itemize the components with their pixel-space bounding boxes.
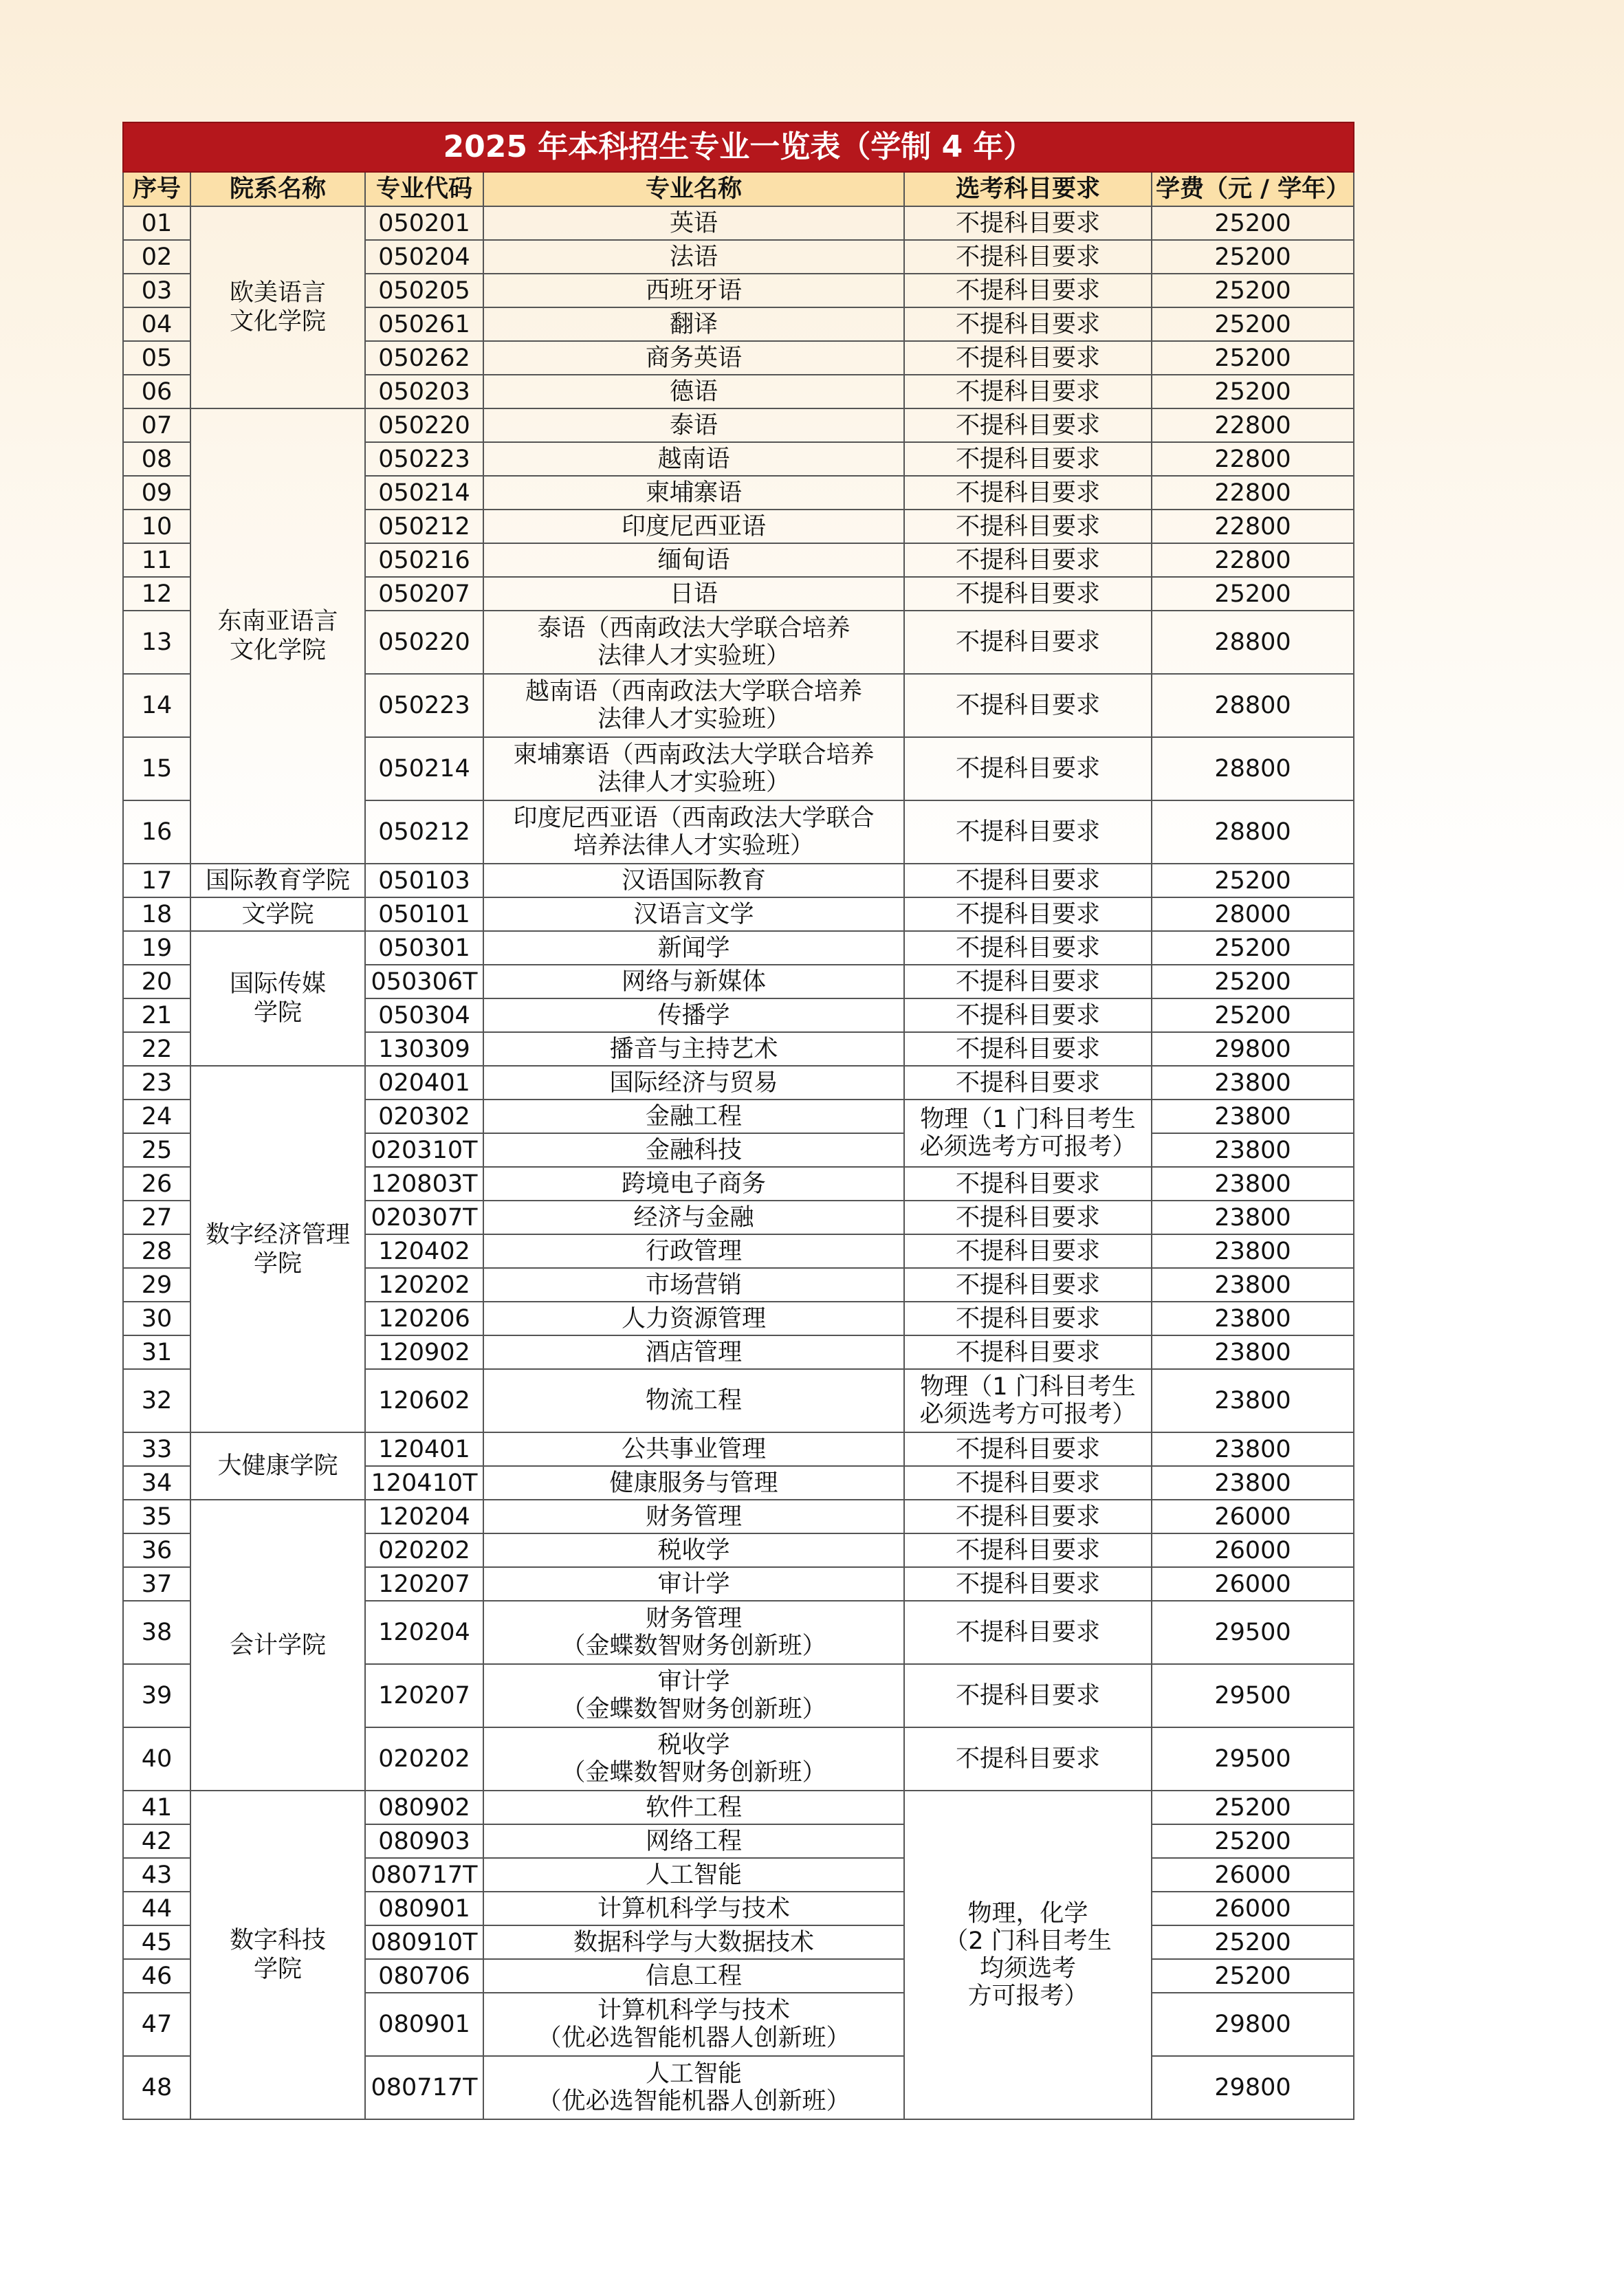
row-number: 22 xyxy=(123,1032,190,1066)
row-number: 27 xyxy=(123,1201,190,1234)
tuition-fee: 25200 xyxy=(1152,375,1354,408)
tuition-fee: 29800 xyxy=(1152,1032,1354,1066)
row-number: 02 xyxy=(123,240,190,274)
tuition-fee: 23800 xyxy=(1152,1466,1354,1500)
table-row xyxy=(123,408,1354,442)
row-number: 31 xyxy=(123,1335,190,1369)
row-number: 17 xyxy=(123,864,190,897)
tuition-fee: 22800 xyxy=(1152,543,1354,577)
subject-requirement: 不提科目要求 xyxy=(904,1335,1152,1369)
row-number: 38 xyxy=(123,1601,190,1664)
row-number: 40 xyxy=(123,1727,190,1791)
row-number: 48 xyxy=(123,2056,190,2119)
department-name: 东南亚语言 文化学院 xyxy=(190,408,365,864)
major-name: 计算机科学与技术 （优必选智能机器人创新班） xyxy=(483,1993,904,2056)
row-number: 35 xyxy=(123,1500,190,1533)
department-name: 国际教育学院 xyxy=(190,864,365,897)
major-code: 020401 xyxy=(365,1066,483,1100)
row-number: 44 xyxy=(123,1892,190,1925)
major-name: 跨境电子商务 xyxy=(483,1167,904,1201)
tuition-fee: 23800 xyxy=(1152,1100,1354,1133)
table-title: 2025 年本科招生专业一览表（学制 4 年） xyxy=(123,122,1354,172)
tuition-fee: 26000 xyxy=(1152,1500,1354,1533)
major-code: 050205 xyxy=(365,274,483,307)
major-name: 泰语（西南政法大学联合培养 法律人才实验班） xyxy=(483,611,904,674)
subject-requirement: 不提科目要求 xyxy=(904,800,1152,864)
major-name: 人工智能 （优必选智能机器人创新班） xyxy=(483,2056,904,2119)
subject-requirement: 不提科目要求 xyxy=(904,1500,1152,1533)
row-number: 33 xyxy=(123,1432,190,1466)
subject-requirement: 不提科目要求 xyxy=(904,998,1152,1032)
major-code: 120206 xyxy=(365,1302,483,1335)
tuition-fee: 29500 xyxy=(1152,1601,1354,1664)
tuition-fee: 23800 xyxy=(1152,1066,1354,1100)
major-code: 050306T xyxy=(365,965,483,998)
major-name: 泰语 xyxy=(483,408,904,442)
tuition-fee: 23800 xyxy=(1152,1234,1354,1268)
subject-requirement: 物理，化学 （2 门科目考生 均须选考 方可报考） xyxy=(904,1791,1152,2119)
major-code: 050304 xyxy=(365,998,483,1032)
major-code: 080902 xyxy=(365,1791,483,1824)
major-code: 050207 xyxy=(365,577,483,611)
major-code: 050220 xyxy=(365,611,483,674)
major-code: 050212 xyxy=(365,800,483,864)
tuition-fee: 26000 xyxy=(1152,1892,1354,1925)
row-number: 09 xyxy=(123,476,190,510)
major-code: 020307T xyxy=(365,1201,483,1234)
major-name: 税收学 xyxy=(483,1533,904,1567)
major-code: 120902 xyxy=(365,1335,483,1369)
major-name: 行政管理 xyxy=(483,1234,904,1268)
subject-requirement: 不提科目要求 xyxy=(904,1432,1152,1466)
major-name: 审计学 xyxy=(483,1567,904,1601)
subject-requirement: 不提科目要求 xyxy=(904,1567,1152,1601)
tuition-fee: 28000 xyxy=(1152,897,1354,931)
subject-requirement: 物理（1 门科目考生 必须选考方可报考） xyxy=(904,1100,1152,1167)
subject-requirement: 不提科目要求 xyxy=(904,341,1152,375)
subject-requirement: 不提科目要求 xyxy=(904,864,1152,897)
major-code: 050223 xyxy=(365,674,483,737)
tuition-fee: 22800 xyxy=(1152,442,1354,476)
major-code: 050223 xyxy=(365,442,483,476)
major-code: 080706 xyxy=(365,1959,483,1993)
table-row xyxy=(123,206,1354,240)
major-code: 080910T xyxy=(365,1925,483,1959)
major-name: 柬埔寨语（西南政法大学联合培养 法律人才实验班） xyxy=(483,737,904,800)
subject-requirement: 不提科目要求 xyxy=(904,307,1152,341)
major-code: 050262 xyxy=(365,341,483,375)
tuition-fee: 25200 xyxy=(1152,577,1354,611)
row-number: 19 xyxy=(123,931,190,965)
subject-requirement: 不提科目要求 xyxy=(904,442,1152,476)
major-code: 080717T xyxy=(365,2056,483,2119)
major-code: 050201 xyxy=(365,206,483,240)
major-name: 柬埔寨语 xyxy=(483,476,904,510)
row-number: 32 xyxy=(123,1369,190,1432)
tuition-fee: 25200 xyxy=(1152,1791,1354,1824)
major-code: 050301 xyxy=(365,931,483,965)
major-name: 国际经济与贸易 xyxy=(483,1066,904,1100)
row-number: 11 xyxy=(123,543,190,577)
major-name: 计算机科学与技术 xyxy=(483,1892,904,1925)
major-name: 市场营销 xyxy=(483,1268,904,1302)
major-name: 数据科学与大数据技术 xyxy=(483,1925,904,1959)
tuition-fee: 26000 xyxy=(1152,1567,1354,1601)
tuition-fee: 23800 xyxy=(1152,1201,1354,1234)
row-number: 21 xyxy=(123,998,190,1032)
table-row xyxy=(123,931,1354,965)
tuition-fee: 23800 xyxy=(1152,1167,1354,1201)
tuition-fee: 26000 xyxy=(1152,1533,1354,1567)
tuition-fee: 23800 xyxy=(1152,1302,1354,1335)
table-row xyxy=(123,1066,1354,1100)
major-code: 050103 xyxy=(365,864,483,897)
row-number: 08 xyxy=(123,442,190,476)
major-name: 新闻学 xyxy=(483,931,904,965)
tuition-fee: 28800 xyxy=(1152,800,1354,864)
subject-requirement: 不提科目要求 xyxy=(904,476,1152,510)
header-dept: 院系名称 xyxy=(190,172,365,206)
row-number: 26 xyxy=(123,1167,190,1201)
major-name: 软件工程 xyxy=(483,1791,904,1824)
subject-requirement: 不提科目要求 xyxy=(904,1302,1152,1335)
row-number: 41 xyxy=(123,1791,190,1824)
major-code: 050203 xyxy=(365,375,483,408)
major-name: 网络工程 xyxy=(483,1824,904,1858)
department-name: 国际传媒 学院 xyxy=(190,931,365,1066)
major-code: 120410T xyxy=(365,1466,483,1500)
row-number: 46 xyxy=(123,1959,190,1993)
major-code: 050220 xyxy=(365,408,483,442)
tuition-fee: 22800 xyxy=(1152,476,1354,510)
admission-document xyxy=(122,122,1353,2120)
tuition-fee: 28800 xyxy=(1152,674,1354,737)
tuition-fee: 25200 xyxy=(1152,864,1354,897)
row-number: 14 xyxy=(123,674,190,737)
tuition-fee: 23800 xyxy=(1152,1335,1354,1369)
major-name: 德语 xyxy=(483,375,904,408)
major-name: 金融工程 xyxy=(483,1100,904,1133)
subject-requirement: 不提科目要求 xyxy=(904,1268,1152,1302)
tuition-fee: 22800 xyxy=(1152,510,1354,543)
major-name: 人工智能 xyxy=(483,1858,904,1892)
subject-requirement: 不提科目要求 xyxy=(904,897,1152,931)
row-number: 39 xyxy=(123,1664,190,1727)
subject-requirement: 不提科目要求 xyxy=(904,674,1152,737)
major-name: 酒店管理 xyxy=(483,1335,904,1369)
subject-requirement: 不提科目要求 xyxy=(904,1727,1152,1791)
subject-requirement: 不提科目要求 xyxy=(904,274,1152,307)
row-number: 37 xyxy=(123,1567,190,1601)
major-code: 120401 xyxy=(365,1432,483,1466)
row-number: 29 xyxy=(123,1268,190,1302)
department-name: 欧美语言 文化学院 xyxy=(190,206,365,408)
major-code: 050204 xyxy=(365,240,483,274)
header-no: 序号 xyxy=(123,172,190,206)
subject-requirement: 不提科目要求 xyxy=(904,1234,1152,1268)
row-number: 36 xyxy=(123,1533,190,1567)
major-code: 050212 xyxy=(365,510,483,543)
header-code: 专业代码 xyxy=(365,172,483,206)
header-requirement: 选考科目要求 xyxy=(904,172,1152,206)
row-number: 18 xyxy=(123,897,190,931)
row-number: 07 xyxy=(123,408,190,442)
major-code: 080901 xyxy=(365,1892,483,1925)
row-number: 43 xyxy=(123,1858,190,1892)
tuition-fee: 29500 xyxy=(1152,1727,1354,1791)
subject-requirement: 不提科目要求 xyxy=(904,1032,1152,1066)
tuition-fee: 23800 xyxy=(1152,1268,1354,1302)
tuition-fee: 28800 xyxy=(1152,611,1354,674)
major-code: 050214 xyxy=(365,737,483,800)
tuition-fee: 25200 xyxy=(1152,341,1354,375)
subject-requirement: 不提科目要求 xyxy=(904,611,1152,674)
major-name: 法语 xyxy=(483,240,904,274)
major-name: 印度尼西亚语（西南政法大学联合 培养法律人才实验班） xyxy=(483,800,904,864)
major-name: 日语 xyxy=(483,577,904,611)
major-code: 120204 xyxy=(365,1601,483,1664)
department-name: 大健康学院 xyxy=(190,1432,365,1500)
major-name: 经济与金融 xyxy=(483,1201,904,1234)
row-number: 47 xyxy=(123,1993,190,2056)
tuition-fee: 25200 xyxy=(1152,274,1354,307)
department-name: 数字科技 学院 xyxy=(190,1791,365,2119)
row-number: 30 xyxy=(123,1302,190,1335)
major-name: 网络与新媒体 xyxy=(483,965,904,998)
header-fee: 学费（元 / 学年） xyxy=(1152,172,1354,206)
major-name: 健康服务与管理 xyxy=(483,1466,904,1500)
row-number: 06 xyxy=(123,375,190,408)
major-name: 审计学 （金蝶数智财务创新班） xyxy=(483,1664,904,1727)
row-number: 34 xyxy=(123,1466,190,1500)
major-name: 信息工程 xyxy=(483,1959,904,1993)
subject-requirement: 物理（1 门科目考生 必须选考方可报考） xyxy=(904,1369,1152,1432)
subject-requirement: 不提科目要求 xyxy=(904,1066,1152,1100)
tuition-fee: 25200 xyxy=(1152,1824,1354,1858)
row-number: 15 xyxy=(123,737,190,800)
major-name: 汉语国际教育 xyxy=(483,864,904,897)
major-code: 080903 xyxy=(365,1824,483,1858)
major-code: 080717T xyxy=(365,1858,483,1892)
major-code: 130309 xyxy=(365,1032,483,1066)
subject-requirement: 不提科目要求 xyxy=(904,240,1152,274)
tuition-fee: 25200 xyxy=(1152,206,1354,240)
tuition-fee: 23800 xyxy=(1152,1432,1354,1466)
major-name: 越南语 xyxy=(483,442,904,476)
subject-requirement: 不提科目要求 xyxy=(904,1601,1152,1664)
table-row xyxy=(123,1791,1354,1824)
tuition-fee: 25200 xyxy=(1152,998,1354,1032)
row-number: 03 xyxy=(123,274,190,307)
major-code: 020302 xyxy=(365,1100,483,1133)
major-name: 缅甸语 xyxy=(483,543,904,577)
row-number: 05 xyxy=(123,341,190,375)
tuition-fee: 25200 xyxy=(1152,931,1354,965)
major-name: 商务英语 xyxy=(483,341,904,375)
major-name: 税收学 （金蝶数智财务创新班） xyxy=(483,1727,904,1791)
major-name: 翻译 xyxy=(483,307,904,341)
row-number: 12 xyxy=(123,577,190,611)
major-code: 050261 xyxy=(365,307,483,341)
table-row xyxy=(123,1432,1354,1466)
subject-requirement: 不提科目要求 xyxy=(904,1167,1152,1201)
major-code: 120402 xyxy=(365,1234,483,1268)
major-name: 印度尼西亚语 xyxy=(483,510,904,543)
row-number: 01 xyxy=(123,206,190,240)
row-number: 20 xyxy=(123,965,190,998)
major-name: 财务管理 xyxy=(483,1500,904,1533)
tuition-fee: 25200 xyxy=(1152,1925,1354,1959)
majors-table xyxy=(122,122,1354,2120)
tuition-fee: 22800 xyxy=(1152,408,1354,442)
major-code: 020310T xyxy=(365,1133,483,1167)
major-name: 越南语（西南政法大学联合培养 法律人才实验班） xyxy=(483,674,904,737)
major-name: 人力资源管理 xyxy=(483,1302,904,1335)
tuition-fee: 29800 xyxy=(1152,1993,1354,2056)
row-number: 25 xyxy=(123,1133,190,1167)
subject-requirement: 不提科目要求 xyxy=(904,543,1152,577)
table-row xyxy=(123,864,1354,897)
row-number: 13 xyxy=(123,611,190,674)
row-number: 04 xyxy=(123,307,190,341)
tuition-fee: 28800 xyxy=(1152,737,1354,800)
tuition-fee: 25200 xyxy=(1152,965,1354,998)
tuition-fee: 25200 xyxy=(1152,240,1354,274)
subject-requirement: 不提科目要求 xyxy=(904,577,1152,611)
major-name: 物流工程 xyxy=(483,1369,904,1432)
tuition-fee: 29800 xyxy=(1152,2056,1354,2119)
row-number: 42 xyxy=(123,1824,190,1858)
tuition-fee: 25200 xyxy=(1152,307,1354,341)
major-code: 050216 xyxy=(365,543,483,577)
subject-requirement: 不提科目要求 xyxy=(904,510,1152,543)
major-name: 播音与主持艺术 xyxy=(483,1032,904,1066)
row-number: 45 xyxy=(123,1925,190,1959)
subject-requirement: 不提科目要求 xyxy=(904,1201,1152,1234)
tuition-fee: 26000 xyxy=(1152,1858,1354,1892)
subject-requirement: 不提科目要求 xyxy=(904,1533,1152,1567)
row-number: 10 xyxy=(123,510,190,543)
major-code: 120803T xyxy=(365,1167,483,1201)
subject-requirement: 不提科目要求 xyxy=(904,737,1152,800)
major-name: 传播学 xyxy=(483,998,904,1032)
header-major: 专业名称 xyxy=(483,172,904,206)
row-number: 28 xyxy=(123,1234,190,1268)
subject-requirement: 不提科目要求 xyxy=(904,1664,1152,1727)
department-name: 数字经济管理 学院 xyxy=(190,1066,365,1432)
table-body xyxy=(123,206,1354,2119)
major-name: 公共事业管理 xyxy=(483,1432,904,1466)
major-name: 汉语言文学 xyxy=(483,897,904,931)
table-row xyxy=(123,897,1354,931)
subject-requirement: 不提科目要求 xyxy=(904,931,1152,965)
major-code: 120204 xyxy=(365,1500,483,1533)
row-number: 16 xyxy=(123,800,190,864)
major-code: 020202 xyxy=(365,1727,483,1791)
major-code: 120207 xyxy=(365,1664,483,1727)
subject-requirement: 不提科目要求 xyxy=(904,375,1152,408)
tuition-fee: 23800 xyxy=(1152,1369,1354,1432)
major-code: 120207 xyxy=(365,1567,483,1601)
major-name: 西班牙语 xyxy=(483,274,904,307)
subject-requirement: 不提科目要求 xyxy=(904,965,1152,998)
table-row xyxy=(123,1500,1354,1533)
major-code: 120602 xyxy=(365,1369,483,1432)
major-code: 080901 xyxy=(365,1993,483,2056)
subject-requirement: 不提科目要求 xyxy=(904,1466,1152,1500)
row-number: 24 xyxy=(123,1100,190,1133)
major-name: 英语 xyxy=(483,206,904,240)
major-name: 金融科技 xyxy=(483,1133,904,1167)
subject-requirement: 不提科目要求 xyxy=(904,408,1152,442)
major-code: 120202 xyxy=(365,1268,483,1302)
tuition-fee: 25200 xyxy=(1152,1959,1354,1993)
major-code: 020202 xyxy=(365,1533,483,1567)
row-number: 23 xyxy=(123,1066,190,1100)
tuition-fee: 23800 xyxy=(1152,1133,1354,1167)
major-name: 财务管理 （金蝶数智财务创新班） xyxy=(483,1601,904,1664)
department-name: 文学院 xyxy=(190,897,365,931)
subject-requirement: 不提科目要求 xyxy=(904,206,1152,240)
tuition-fee: 29500 xyxy=(1152,1664,1354,1727)
department-name: 会计学院 xyxy=(190,1500,365,1791)
major-code: 050214 xyxy=(365,476,483,510)
major-code: 050101 xyxy=(365,897,483,931)
